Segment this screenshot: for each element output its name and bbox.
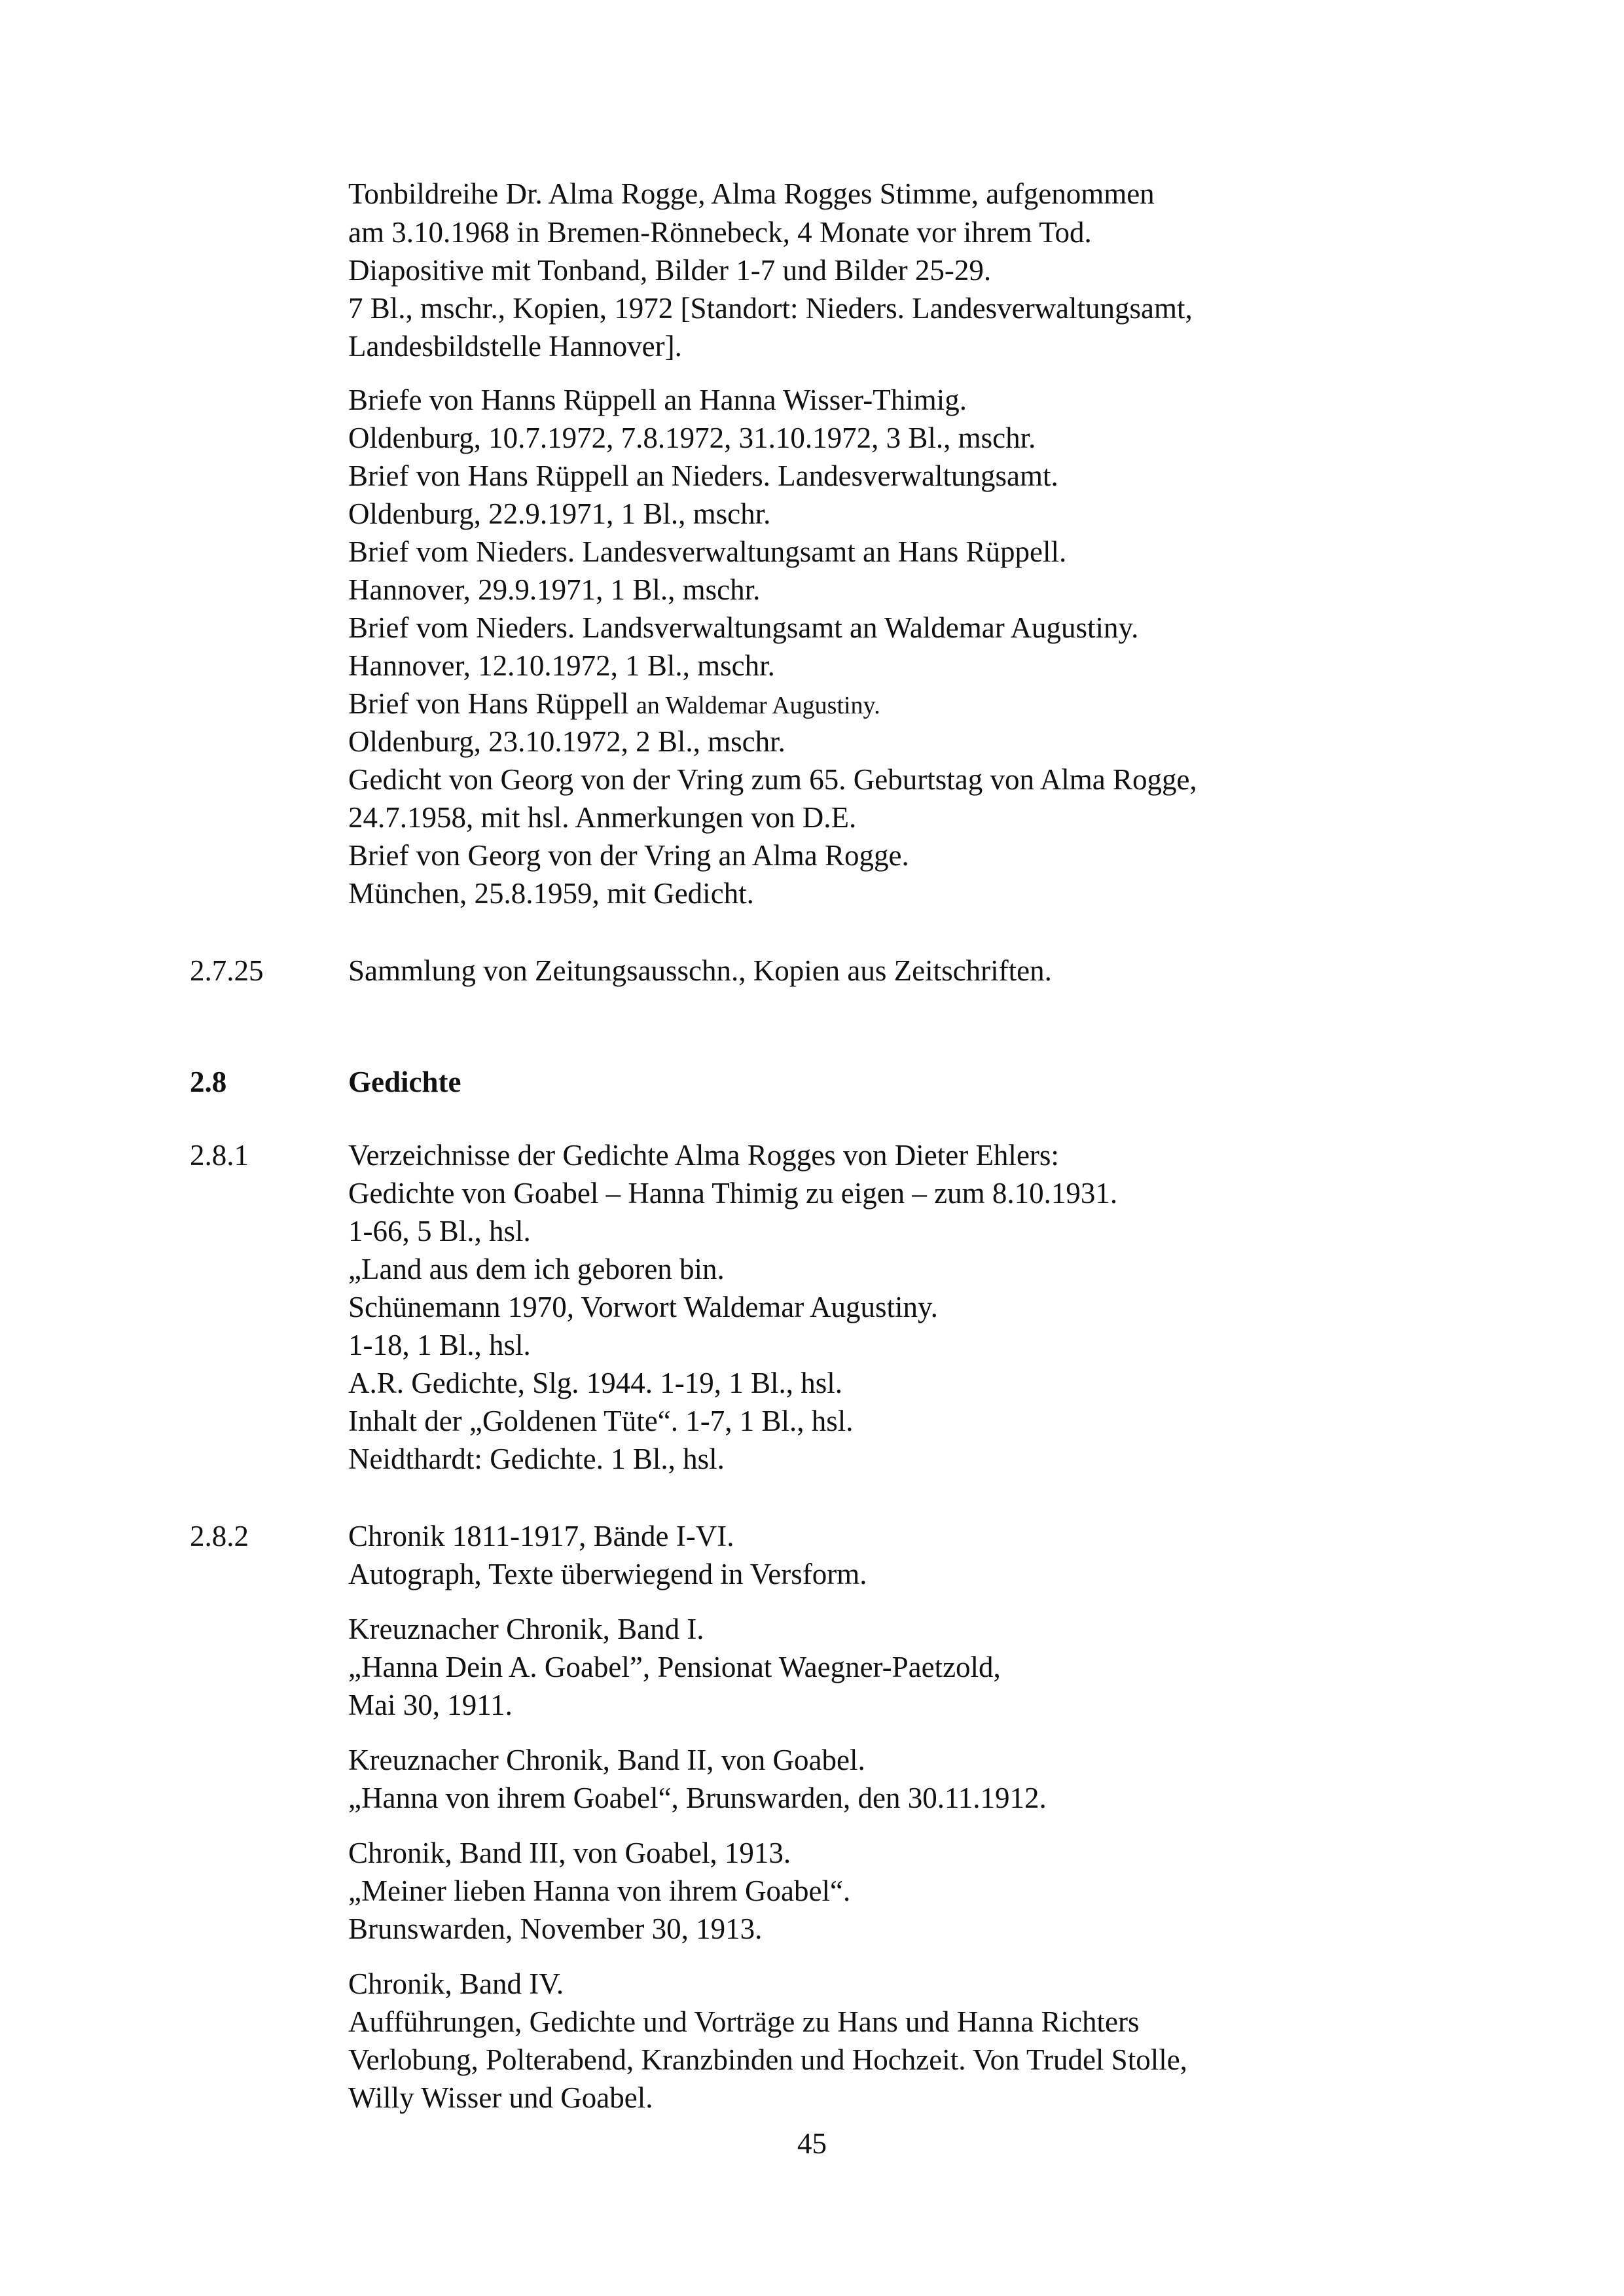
text-line: „Meiner lieben Hanna von ihrem Goabel“. (348, 1874, 851, 1907)
text-line: Oldenburg, 10.7.1972, 7.8.1972, 31.10.1972, 3 Bl., mschr. (348, 422, 1036, 454)
text-line: Chronik, Band III, von Goabel, 1913. (348, 1837, 791, 1869)
text-line: Verlobung, Polterabend, Kranzbinden und Hochzeit. Von Trudel Stolle, (348, 2043, 1187, 2076)
text-line: Neidthardt: Gedichte. 1 Bl., hsl. (348, 1443, 725, 1475)
text-line: „Land aus dem ich geboren bin. (348, 1253, 725, 1285)
text-line: am 3.10.1968 in Bremen-Rönnebeck, 4 Monate vor ihrem Tod. (348, 216, 1092, 249)
text-line: Verzeichnisse der Gedichte Alma Rogges von Dieter Ehlers: (348, 1139, 1059, 1172)
text-line: Brief vom Nieders. Landsverwaltungsamt an Waldemar Augustiny. (348, 611, 1139, 644)
text-line: Brief von Hans Rüppell an Nieders. Landesverwaltungsamt. (348, 459, 1058, 492)
text-line: Aufführungen, Gedichte und Vorträge zu Hans und Hanna Richters (348, 2005, 1140, 2038)
text-line: „Hanna von ihrem Goabel“, Brunswarden, den 30.11.1912. (348, 1782, 1047, 1814)
text-line: Willy Wisser und Goabel. (348, 2081, 653, 2114)
text-segment: Brief von Hans Rüppell (348, 687, 636, 720)
text-line: Brief von Georg von der Vring an Alma Rogge. (348, 839, 909, 872)
text-segment-small: an Waldemar Augustiny. (636, 692, 880, 719)
text-line: Chronik 1811-1917, Bände I-VI. (348, 1520, 734, 1552)
text-line: A.R. Gedichte, Slg. 1944. 1-19, 1 Bl., hsl. (348, 1367, 842, 1399)
section-number: 2.8 (190, 1066, 227, 1098)
text-line-mixed (348, 685, 880, 725)
entry-number: 2.8.2 (190, 1520, 249, 1552)
text-line: München, 25.8.1959, mit Gedicht. (348, 877, 754, 910)
text-line: Brief vom Nieders. Landesverwaltungsamt an Hans Rüppell. (348, 535, 1067, 568)
entry-text: Sammlung von Zeitungsausschn., Kopien aus Zeitschriften. (348, 954, 1052, 987)
text-line: Tonbildreihe Dr. Alma Rogge, Alma Rogges Stimme, aufgenommen (348, 177, 1155, 210)
text-line: Schünemann 1970, Vorwort Waldemar Augustiny. (348, 1291, 938, 1323)
text-line: Hannover, 12.10.1972, 1 Bl., mschr. (348, 649, 775, 682)
entry-number: 2.7.25 (190, 954, 264, 987)
page-number: 45 (797, 2127, 827, 2160)
text-line: Kreuznacher Chronik, Band II, von Goabel. (348, 1744, 865, 1776)
text-line: Hannover, 29.9.1971, 1 Bl., mschr. (348, 573, 761, 606)
entry-number: 2.8.1 (190, 1139, 249, 1172)
section-title: Gedichte (348, 1066, 461, 1098)
text-line: Oldenburg, 23.10.1972, 2 Bl., mschr. (348, 725, 785, 758)
text-line: Gedicht von Georg von der Vring zum 65. Geburtstag von Alma Rogge, (348, 763, 1197, 796)
text-line: Briefe von Hanns Rüppell an Hanna Wisser-Thimig. (348, 384, 967, 416)
text-line: Brunswarden, November 30, 1913. (348, 1912, 763, 1945)
text-line: „Hanna Dein A. Goabel”, Pensionat Waegner-Paetzold, (348, 1651, 1001, 1683)
text-line: Inhalt der „Goldenen Tüte“. 1-7, 1 Bl., hsl. (348, 1405, 854, 1437)
text-line: Diapositive mit Tonband, Bilder 1-7 und Bilder 25-29. (348, 254, 992, 287)
text-line: Gedichte von Goabel – Hanna Thimig zu eigen – zum 8.10.1931. (348, 1177, 1118, 1210)
text-line: 1-66, 5 Bl., hsl. (348, 1215, 531, 1247)
text-line: Landesbildstelle Hannover]. (348, 330, 682, 363)
text-line: Autograph, Texte überwiegend in Versform. (348, 1558, 867, 1590)
text-line: Oldenburg, 22.9.1971, 1 Bl., mschr. (348, 497, 771, 530)
text-line: Kreuznacher Chronik, Band I. (348, 1613, 704, 1645)
text-line: Chronik, Band IV. (348, 1967, 564, 2000)
text-line: 24.7.1958, mit hsl. Anmerkungen von D.E. (348, 801, 857, 834)
text-line: 7 Bl., mschr., Kopien, 1972 [Standort: Nieders. Landesverwaltungsamt, (348, 292, 1193, 325)
text-line: 1-18, 1 Bl., hsl. (348, 1329, 531, 1361)
text-line: Mai 30, 1911. (348, 1689, 513, 1721)
